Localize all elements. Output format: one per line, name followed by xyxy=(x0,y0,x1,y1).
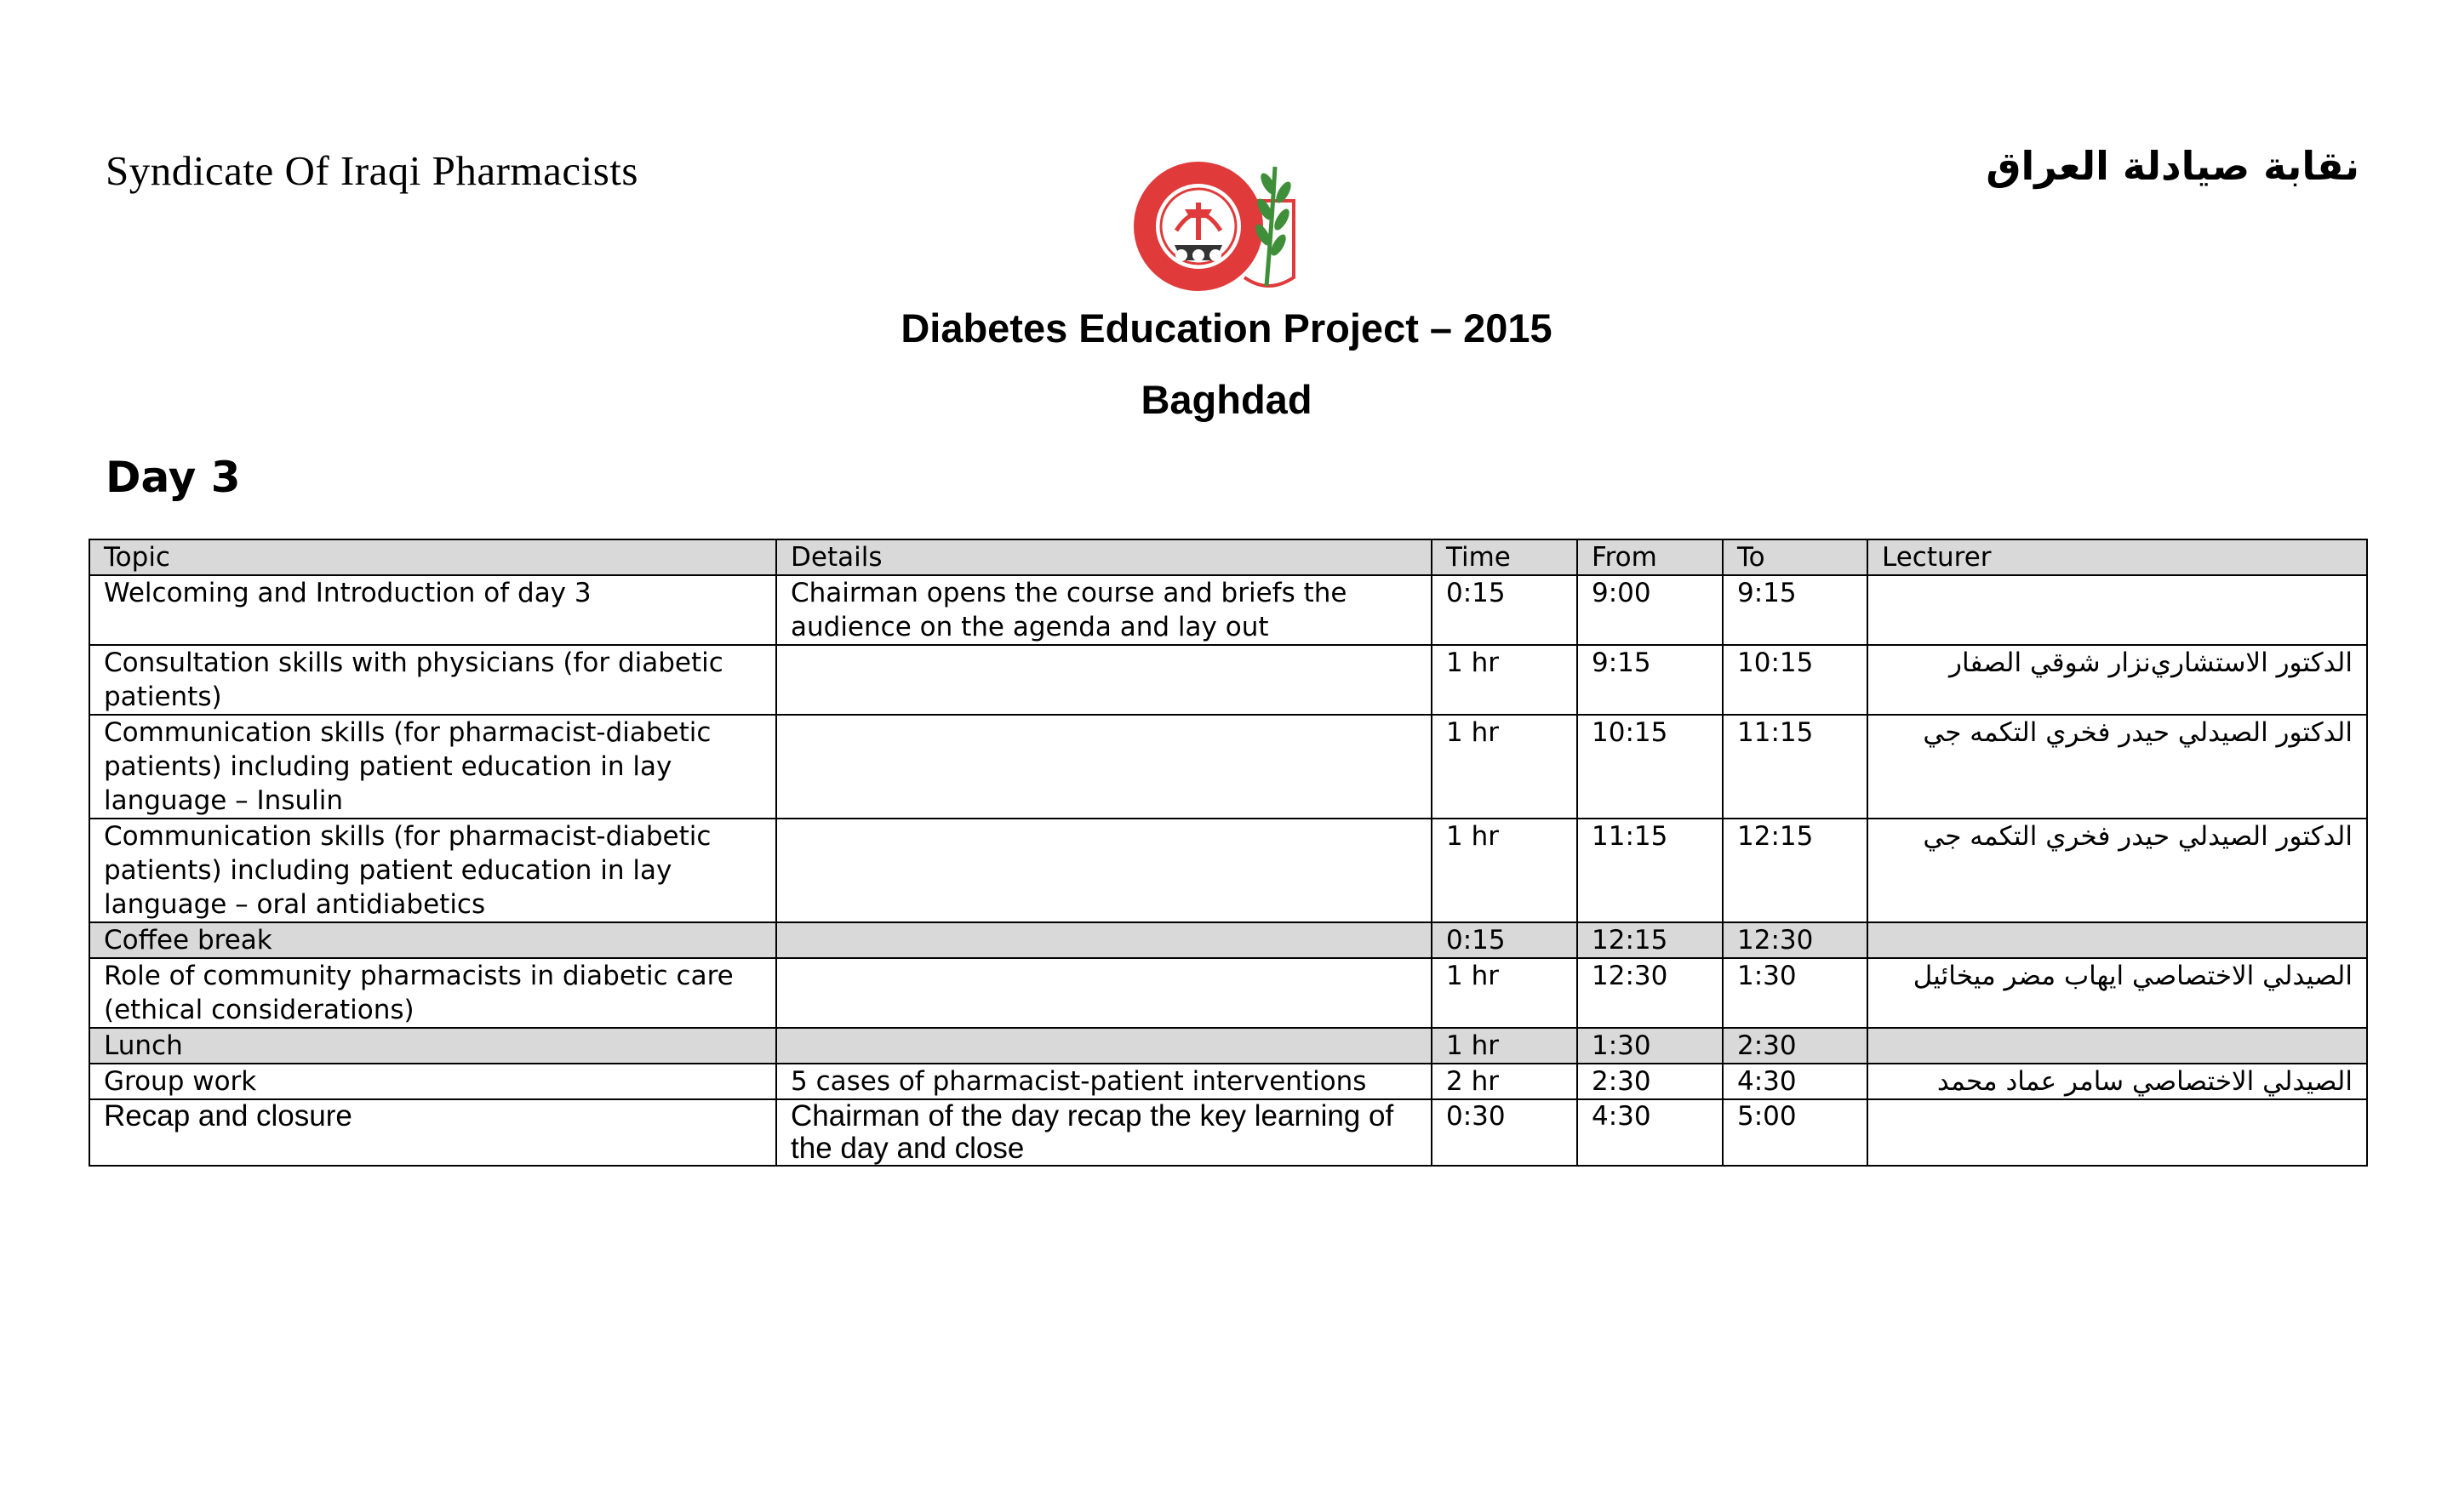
lecturer-cell xyxy=(1867,1099,2367,1166)
details-cell: Chairman opens the course and briefs the audience on the agenda and lay out xyxy=(776,575,1432,645)
from-cell: 4:30 xyxy=(1577,1099,1723,1166)
table-row xyxy=(89,958,2367,1028)
from-cell: 2:30 xyxy=(1577,1064,1723,1099)
time-cell: 0:15 xyxy=(1432,922,1577,958)
column-header-topic: Topic xyxy=(89,539,776,575)
table-header-row xyxy=(89,539,2367,575)
topic-cell: Role of community pharmacists in diabetic care (ethical considerations) xyxy=(89,958,776,1028)
details-cell xyxy=(776,715,1432,819)
from-cell: 10:15 xyxy=(1577,715,1723,819)
organization-name-en: Syndicate Of Iraqi Pharmacists xyxy=(106,147,638,194)
time-cell: 0:30 xyxy=(1432,1099,1577,1166)
syndicate-logo xyxy=(1125,150,1347,303)
table-row xyxy=(89,1028,2367,1064)
lecturer-cell xyxy=(1867,922,2367,958)
lecturer-cell xyxy=(1867,575,2367,645)
details-cell xyxy=(776,1028,1432,1064)
time-cell: 1 hr xyxy=(1432,645,1577,715)
time-cell: 1 hr xyxy=(1432,1028,1577,1064)
from-cell: 12:15 xyxy=(1577,922,1723,958)
column-header-time: Time xyxy=(1432,539,1577,575)
to-cell: 11:15 xyxy=(1723,715,1867,819)
table-row xyxy=(89,922,2367,958)
time-cell: 1 hr xyxy=(1432,958,1577,1028)
organization-name-ar: نقابة صيادلة العراق xyxy=(1986,143,2359,189)
time-cell: 2 hr xyxy=(1432,1064,1577,1099)
table-row xyxy=(89,645,2367,715)
time-cell: 0:15 xyxy=(1432,575,1577,645)
details-cell: Chairman of the day recap the key learning of the day and close xyxy=(776,1099,1432,1166)
topic-cell: Lunch xyxy=(89,1028,776,1064)
to-cell: 10:15 xyxy=(1723,645,1867,715)
lecturer-cell xyxy=(1867,1028,2367,1064)
document-title: Diabetes Education Project – 2015 xyxy=(901,305,1552,351)
time-cell: 1 hr xyxy=(1432,715,1577,819)
topic-cell: Coffee break xyxy=(89,922,776,958)
topic-cell: Recap and closure xyxy=(89,1099,776,1166)
table-row xyxy=(89,1099,2367,1166)
table-row xyxy=(89,1064,2367,1099)
from-cell: 12:30 xyxy=(1577,958,1723,1028)
to-cell: 12:30 xyxy=(1723,922,1867,958)
schedule-table xyxy=(89,539,2368,1167)
to-cell: 1:30 xyxy=(1723,958,1867,1028)
lecturer-cell: الدكتور الصيدلي حيدر فخري التكمه جي xyxy=(1867,819,2367,922)
document-location: Baghdad xyxy=(1141,377,1312,422)
column-header-details: Details xyxy=(776,539,1432,575)
column-header-from: From xyxy=(1577,539,1723,575)
details-cell xyxy=(776,819,1432,922)
topic-cell: Group work xyxy=(89,1064,776,1099)
details-cell xyxy=(776,922,1432,958)
column-header-to: To xyxy=(1723,539,1867,575)
lecturer-cell: الدكتور الاستشاري‌نزار شوقي الصفار xyxy=(1867,645,2367,715)
table-row xyxy=(89,715,2367,819)
logo-emblem-icon xyxy=(1134,162,1294,291)
to-cell: 5:00 xyxy=(1723,1099,1867,1166)
details-cell xyxy=(776,958,1432,1028)
to-cell: 12:15 xyxy=(1723,819,1867,922)
table-row xyxy=(89,575,2367,645)
to-cell: 4:30 xyxy=(1723,1064,1867,1099)
lecturer-cell: الدكتور الصيدلي حيدر فخري التكمه جي xyxy=(1867,715,2367,819)
day-heading: Day 3 xyxy=(106,453,241,502)
details-cell xyxy=(776,645,1432,715)
table-row xyxy=(89,819,2367,922)
time-cell: 1 hr xyxy=(1432,819,1577,922)
from-cell: 11:15 xyxy=(1577,819,1723,922)
topic-cell: Welcoming and Introduction of day 3 xyxy=(89,575,776,645)
to-cell: 2:30 xyxy=(1723,1028,1867,1064)
topic-cell: Consultation skills with physicians (for diabetic patients) xyxy=(89,645,776,715)
to-cell: 9:15 xyxy=(1723,575,1867,645)
lecturer-cell: الصيدلي الاختصاصي سامر عماد محمد xyxy=(1867,1064,2367,1099)
column-header-lecturer: Lecturer xyxy=(1867,539,2367,575)
from-cell: 1:30 xyxy=(1577,1028,1723,1064)
from-cell: 9:00 xyxy=(1577,575,1723,645)
details-cell: 5 cases of pharmacist-patient interventions xyxy=(776,1064,1432,1099)
topic-cell: Communication skills (for pharmacist-diabetic patients) including patient education in lay language – oral antidiabetics xyxy=(89,819,776,922)
lecturer-cell: الصيدلي الاختصاصي ايهاب مضر ميخائيل xyxy=(1867,958,2367,1028)
from-cell: 9:15 xyxy=(1577,645,1723,715)
topic-cell: Communication skills (for pharmacist-diabetic patients) including patient education in lay language – Insulin xyxy=(89,715,776,819)
